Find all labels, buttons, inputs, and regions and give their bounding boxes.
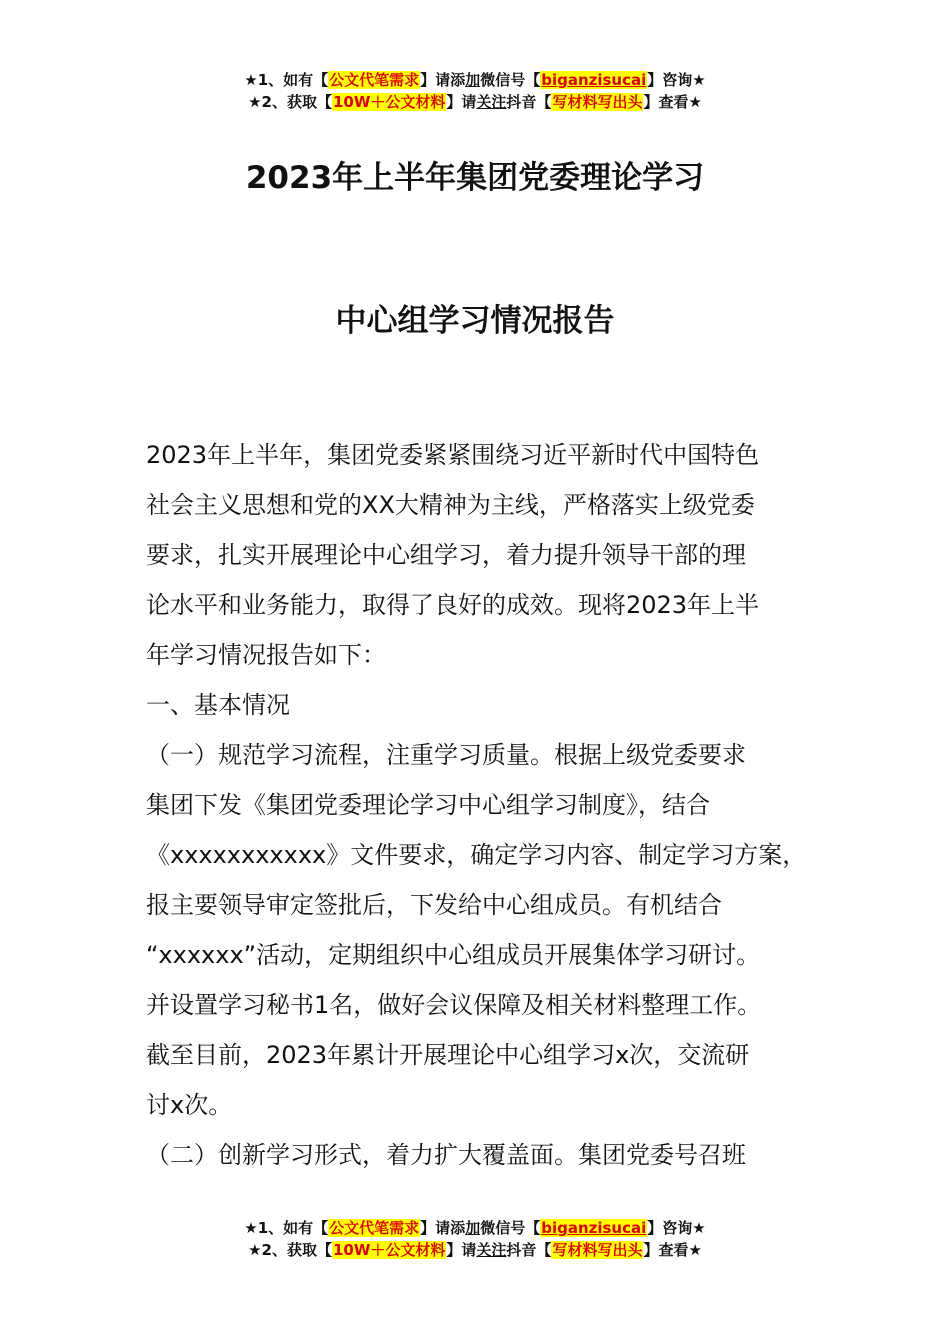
promo-text: ★2、获取【 bbox=[248, 93, 332, 111]
body-line: 并设置学习秘书1名，做好会议保障及相关材料整理工作。 bbox=[146, 991, 762, 1019]
promo-highlight: 公文代笔需求 bbox=[329, 71, 420, 89]
promo-text: 】请 bbox=[446, 93, 477, 111]
body-line: 截至目前，2023年累计开展理论中心组学习x次，交流研 bbox=[146, 1041, 750, 1069]
promo-underline: 加 bbox=[465, 1219, 481, 1237]
body-line: 集团下发《集团党委理论学习中心组学习制度》，结合 bbox=[146, 791, 710, 819]
promo-highlight: 10W＋公文材料 bbox=[332, 93, 446, 111]
promo-line-1 bbox=[0, 1217, 950, 1239]
promo-text: 抖音【 bbox=[506, 93, 552, 111]
body-line: 社会主义思想和党的XX大精神为主线，严格落实上级党委 bbox=[146, 491, 755, 519]
promo-highlight-wechat: biganzisucai bbox=[541, 1219, 647, 1237]
promo-text: 】请添 bbox=[420, 1219, 466, 1237]
promo-line-2 bbox=[0, 91, 950, 113]
promo-highlight-wechat: biganzisucai bbox=[541, 71, 647, 89]
promo-text: 】查看★ bbox=[643, 93, 702, 111]
promo-highlight: 10W＋公文材料 bbox=[332, 1241, 446, 1259]
section-heading: 一、基本情况 bbox=[146, 691, 290, 719]
document-title-line-1: 2023年上半年集团党委理论学习 bbox=[245, 160, 705, 196]
document-body bbox=[146, 430, 810, 1180]
promo-underline: 关注 bbox=[476, 1241, 507, 1259]
promo-line-1 bbox=[0, 69, 950, 91]
promo-highlight-douyin: 写材料写出头 bbox=[552, 93, 643, 111]
promo-text: ★1、如有【 bbox=[244, 1219, 329, 1237]
body-line: 《xxxxxxxxxxx》文件要求，确定学习内容、制定学习方案， bbox=[146, 841, 807, 869]
promo-line-2 bbox=[0, 1239, 950, 1261]
promo-text: 】咨询★ bbox=[647, 1219, 706, 1237]
promo-underline: 关注 bbox=[476, 93, 507, 111]
body-line: 讨x次。 bbox=[146, 1091, 233, 1119]
body-line: 论水平和业务能力，取得了良好的成效。现将2023年上半 bbox=[146, 591, 760, 619]
body-line: （一）规范学习流程，注重学习质量。根据上级党委要求 bbox=[146, 741, 746, 769]
promo-highlight-douyin: 写材料写出头 bbox=[552, 1241, 643, 1259]
promo-text: 】请 bbox=[446, 1241, 477, 1259]
body-line: 报主要领导审定签批后，下发给中心组成员。有机结合 bbox=[146, 891, 722, 919]
body-line: （二）创新学习形式，着力扩大覆盖面。集团党委号召班 bbox=[146, 1141, 746, 1169]
document-title-line-2: 中心组学习情况报告 bbox=[335, 303, 615, 339]
footer-promo bbox=[0, 1217, 950, 1261]
body-line: “xxxxxx”活动，定期组织中心组成员开展集体学习研讨。 bbox=[146, 941, 761, 969]
promo-text: 抖音【 bbox=[506, 1241, 552, 1259]
promo-underline: 加 bbox=[465, 71, 481, 89]
promo-text: ★2、获取【 bbox=[248, 1241, 332, 1259]
promo-highlight: 公文代笔需求 bbox=[329, 1219, 420, 1237]
body-line: 年学习情况报告如下： bbox=[146, 641, 386, 669]
promo-text: 微信号【 bbox=[480, 1219, 541, 1237]
promo-text: 】咨询★ bbox=[647, 71, 706, 89]
promo-text: 】请添 bbox=[420, 71, 466, 89]
promo-text: 】查看★ bbox=[643, 1241, 702, 1259]
header-promo bbox=[0, 69, 950, 113]
promo-text: 微信号【 bbox=[480, 71, 541, 89]
promo-text: ★1、如有【 bbox=[244, 71, 329, 89]
body-line: 要求，扎实开展理论中心组学习，着力提升领导干部的理 bbox=[146, 541, 746, 569]
body-line: 2023年上半年，集团党委紧紧围绕习近平新时代中国特色 bbox=[146, 441, 760, 469]
